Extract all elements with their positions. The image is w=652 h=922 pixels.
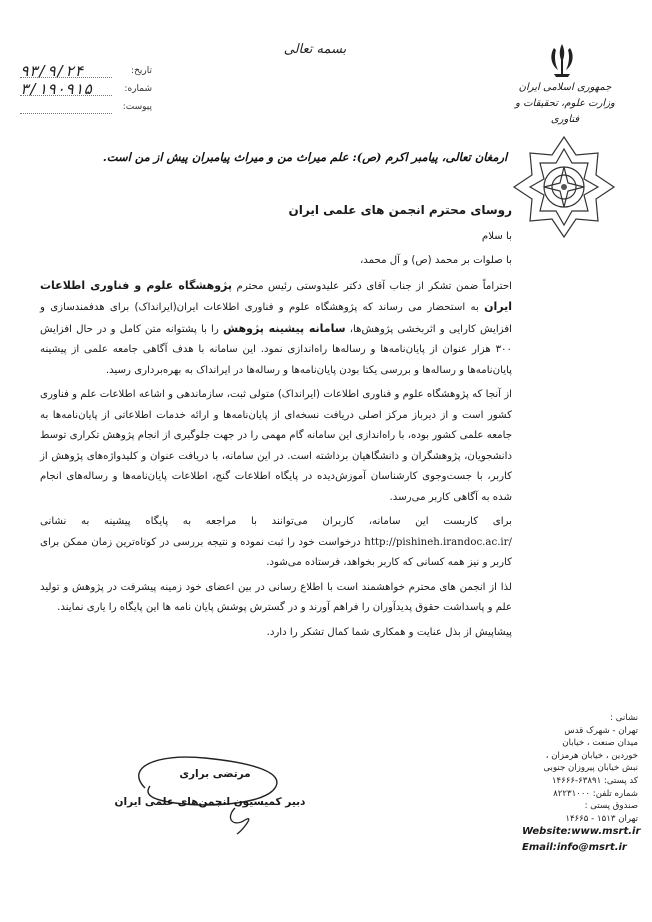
address-line: نشانی : xyxy=(610,713,638,723)
paragraph-1-text-b: به استحضار می رساند که پژوهشگاه علوم و فناوری اطلاعات ایران(ایرانداک) برای هدفمندسازی و افزایش کارایی و اثربخشی پژوهش‌ها، xyxy=(40,302,512,335)
pishineh-link[interactable]: http://pishineh.irandoc.ac.ir/ xyxy=(364,536,512,548)
signatory-name: مرتضی براری xyxy=(179,768,251,780)
hadith-quote: ارمغان تعالی، پیامبر اکرم (ص): علم میراث من و میراث پیامبران پیش از من است. xyxy=(102,150,508,164)
address-line: تهران ۱۵۱۳ - ۱۴۶۶۵ xyxy=(565,813,638,824)
attachment-label: پیوست: xyxy=(122,102,152,112)
attachment-underline xyxy=(20,113,112,114)
date-underline xyxy=(20,77,112,78)
institute-name: پژوهشگاه علوم و فناوری اطلاعات ایران xyxy=(40,278,512,313)
paragraph-3 xyxy=(40,512,512,574)
signatory-title: دبیر کمیسیون انجمن‌های علمی ایران xyxy=(114,796,306,808)
address-line: تهران - شهرک قدس xyxy=(564,725,638,736)
letter-meta xyxy=(20,62,170,116)
system-name: سامانه پیشینه پژوهش xyxy=(222,321,346,335)
website-link[interactable]: Website:www.msrt.ir xyxy=(522,826,641,837)
recipient-heading: روسای محترم انجمن های علمی ایران xyxy=(288,203,512,217)
address-line: کد پستی: ۶۳۸۹۱-۱۴۶۶۶ xyxy=(551,775,638,786)
paragraph-3-text-a: برای کاربست این سامانه، کاربران می‌توانند با مراجعه به پایگاه پیشینه به نشانی xyxy=(40,516,512,527)
ministry-line-2: وزارت علوم، تحقیقات و فناوری xyxy=(515,98,615,125)
paragraph-1-text-a: احتراماً ضمن تشکر از جناب آقای دکتر علیدوستی رئیس محترم xyxy=(232,280,512,292)
address-line: صندوق پستی : xyxy=(584,801,638,812)
number-value: ۳/۱۹۰۹۱۵ xyxy=(20,80,93,98)
address-line: خوردین ، خیابان هرمزان ، xyxy=(545,750,638,761)
address-block xyxy=(520,712,638,825)
ornament-icon xyxy=(512,135,616,239)
email-link[interactable]: Email:info@msrt.ir xyxy=(522,842,627,853)
date-value: ۹۳/۹/۲۴ xyxy=(20,62,84,80)
number-row xyxy=(20,80,170,98)
number-label: شماره: xyxy=(124,84,152,94)
ministry-name xyxy=(505,80,625,128)
date-label: تاریخ: xyxy=(131,66,152,76)
address-line: شماره تلفن: ۸۲۲۳۱۰۰۰ xyxy=(553,788,638,799)
bismillah-heading: بسمه تعالی xyxy=(283,42,347,57)
greeting-1: با سلام xyxy=(481,230,512,242)
attachment-row xyxy=(20,98,170,116)
paragraph-4: لذا از انجمن های محترم خواهشمند است با اطلاع رسانی در بین اعضای خود زمینه پیشرفت در پژوهش و تولید علم و پاسداشت حقوق پدیدآوران را فراهم آورند و در گسترش پوشش پایان نامه ها این پایگاه را یاری نمایند. xyxy=(40,581,512,613)
paragraph-3-text-b: درخواست خود را ثبت نموده و نتیجه بررسی در کوتاه‌ترین زمان ممکن برای کاربر و نیز همه کسانی که کاربر بخواهد، فرستاده می‌شود. xyxy=(40,536,512,568)
letter-body xyxy=(40,200,512,647)
iran-emblem-icon xyxy=(542,40,582,80)
number-underline xyxy=(20,95,112,96)
address-line: نبش خیابان پیروزان جنوبی xyxy=(543,763,638,774)
paragraph-2: از آنجا که پژوهشگاه علوم و فناوری اطلاعات (ایرانداک) متولی ثبت، سازماندهی و اشاعه اطلاعات علم و فناوری کشور است و از دیرباز مرکز اصلی دریافت نسخه‌ای از پایان‌نامه‌ها و ارائه خدمات اطلاعاتی از پایان‌نامه‌ها به جامعه علمی کشور بوده، با راه‌اندازی این سامانه گام مهمی را در جهت جلوگیری از انجام پژوهش تکراری توسط دانشجویان، پژوهشگران و دانشگاهیان برداشته است. در این سامانه، با دریافت عنوان و کلیدواژه‌های پژوهش از کاربر، با جست‌وجوی کارشناسان آموزش‌دیده در پایگاه اطلاعات گنج، اطلاعات پایان‌نامه‌ها و رساله‌های انجام شده به آگاهی کاربر می‌رسد. xyxy=(40,389,512,503)
greeting-2: با صلوات بر محمد (ص) و آل محمد، xyxy=(359,255,512,266)
date-row xyxy=(20,62,170,80)
paragraph-1-text-c: را با پشتوانه متن کامل و در حال افزایش ۳۰۰ هزار عنوان از پایان‌نامه‌ها و رساله‌ها راه‌اندازی نمود. این سامانه با هدف آگاهی جامعه علمی از پیشینه پایان‌نامه‌ها و رساله‌ها و بررسی یکتا بودن پایان‌نامه‌ها و رساله‌ها در ایرانداک به بهره‌برداری رسید. xyxy=(40,323,512,376)
address-line: میدان صنعت ، خیابان xyxy=(562,738,638,749)
handwritten-signature-icon xyxy=(115,748,315,838)
paragraph-5: پیشاپیش از بذل عنایت و همکاری شما کمال تشکر را دارد. xyxy=(266,626,512,638)
ministry-line-1: جمهوری اسلامی ایران xyxy=(518,82,612,93)
paragraph-1 xyxy=(40,276,512,382)
